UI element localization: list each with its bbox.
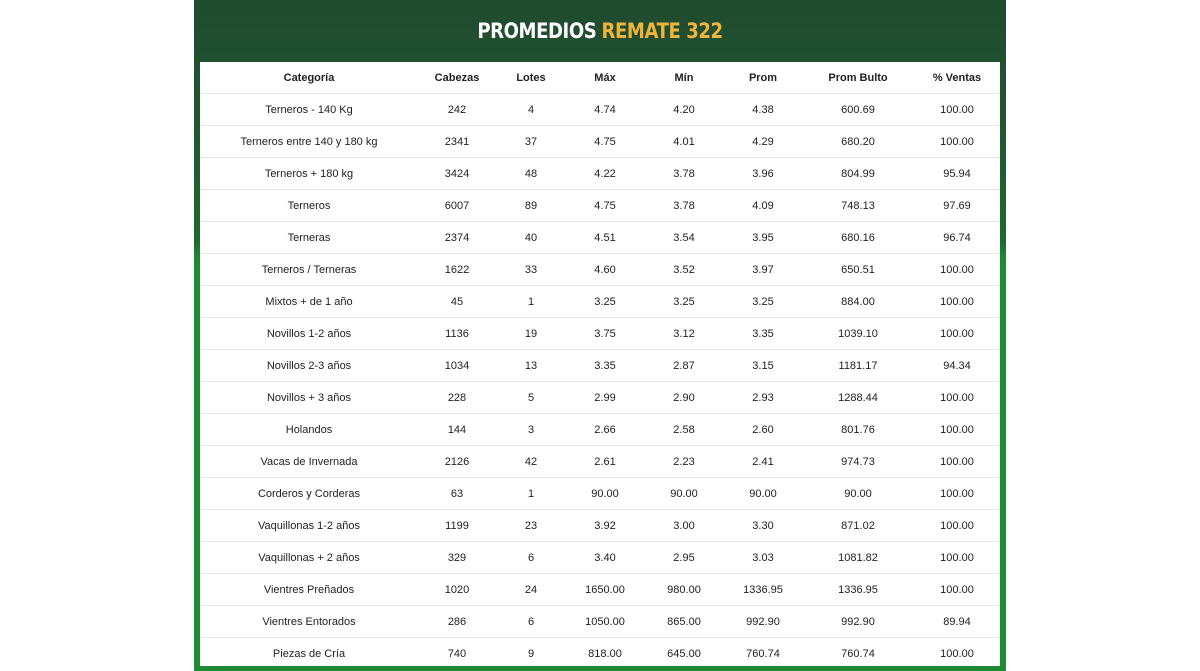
min-cell: 865.00 (644, 606, 724, 638)
prom-cell: 1336.95 (724, 574, 802, 606)
column-header-min: Mín (644, 62, 724, 94)
prom-bulto-cell: 801.76 (802, 414, 914, 446)
table-row (200, 222, 1000, 254)
categoria-cell: Terneros (200, 190, 418, 222)
lotes-cell: 40 (496, 222, 566, 254)
cabezas-cell: 286 (418, 606, 496, 638)
cabezas-cell: 1020 (418, 574, 496, 606)
table-row (200, 638, 1000, 670)
cabezas-cell: 242 (418, 94, 496, 126)
max-cell: 4.75 (566, 190, 644, 222)
ventas-cell: 100.00 (940, 647, 974, 660)
prom-bulto-cell: 680.20 (802, 126, 914, 158)
prom-cell: 2.41 (724, 446, 802, 478)
prom-cell: 4.29 (724, 126, 802, 158)
min-cell: 2.90 (644, 382, 724, 414)
prom-cell: 760.74 (746, 647, 780, 660)
ventas-cell: 100.00 (914, 318, 1000, 350)
lotes-cell: 24 (496, 574, 566, 606)
cabezas-cell: 1034 (418, 350, 496, 382)
max-cell: 4.74 (566, 94, 644, 126)
cabezas-cell: 6007 (418, 190, 496, 222)
cabezas-cell: 228 (418, 382, 496, 414)
lotes-cell: 37 (496, 126, 566, 158)
min-cell: 2.87 (644, 350, 724, 382)
ventas-cell: 100.00 (914, 94, 1000, 126)
prom-bulto-cell: 1336.95 (802, 574, 914, 606)
max-cell: 3.40 (566, 542, 644, 574)
table-row (200, 574, 1000, 606)
table-row (200, 350, 1000, 382)
table-row (200, 286, 1000, 318)
ventas-cell: 100.00 (914, 478, 1000, 510)
cabezas-cell: 1622 (418, 254, 496, 286)
table-row (200, 510, 1000, 542)
table-row (200, 126, 1000, 158)
max-cell: 3.75 (566, 318, 644, 350)
lotes-cell: 23 (496, 510, 566, 542)
prom-bulto-cell: 748.13 (802, 190, 914, 222)
prom-cell: 2.60 (724, 414, 802, 446)
prom-bulto-cell: 90.00 (802, 478, 914, 510)
table-body (200, 94, 1000, 670)
column-header-lotes: Lotes (496, 62, 566, 94)
averages-table-container (200, 62, 1000, 666)
max-cell: 4.51 (566, 222, 644, 254)
ventas-cell: 100.00 (914, 510, 1000, 542)
lotes-cell: 9 (527, 647, 535, 660)
categoria-cell: Vientres Preñados (200, 574, 418, 606)
categoria-cell: Corderos y Corderas (200, 478, 418, 510)
min-cell: 3.54 (644, 222, 724, 254)
prom-bulto-cell: 600.69 (802, 94, 914, 126)
categoria-cell: Novillos + 3 años (200, 382, 418, 414)
min-cell: 4.01 (644, 126, 724, 158)
prom-bulto-cell: 974.73 (802, 446, 914, 478)
categoria-cell: Vaquillonas 1-2 años (200, 510, 418, 542)
prom-bulto-cell: 992.90 (802, 606, 914, 638)
column-header-ventas: % Ventas (914, 62, 1000, 94)
table-row (200, 254, 1000, 286)
lotes-cell: 3 (496, 414, 566, 446)
max-cell: 3.92 (566, 510, 644, 542)
cabezas-cell: 329 (418, 542, 496, 574)
prom-bulto-cell: 871.02 (802, 510, 914, 542)
min-cell: 2.95 (644, 542, 724, 574)
cabezas-cell: 2341 (418, 126, 496, 158)
categoria-cell: Vacas de Invernada (200, 446, 418, 478)
column-header-cabezas: Cabezas (418, 62, 496, 94)
prom-cell: 90.00 (724, 478, 802, 510)
table-row (200, 382, 1000, 414)
categoria-cell: Mixtos + de 1 año (200, 286, 418, 318)
max-cell: 2.61 (566, 446, 644, 478)
prom-cell: 3.96 (724, 158, 802, 190)
categoria-cell: Vientres Entorados (200, 606, 418, 638)
max-cell: 4.75 (566, 126, 644, 158)
min-cell: 3.52 (644, 254, 724, 286)
lotes-cell: 42 (496, 446, 566, 478)
categoria-cell: Novillos 2-3 años (200, 350, 418, 382)
ventas-cell: 100.00 (914, 574, 1000, 606)
max-cell: 1650.00 (566, 574, 644, 606)
min-cell: 3.78 (644, 158, 724, 190)
ventas-cell: 100.00 (914, 542, 1000, 574)
min-cell: 980.00 (644, 574, 724, 606)
cabezas-cell: 63 (418, 478, 496, 510)
cabezas-cell: 3424 (418, 158, 496, 190)
column-header-max: Máx (566, 62, 644, 94)
lotes-cell: 13 (496, 350, 566, 382)
prom-bulto-cell: 650.51 (802, 254, 914, 286)
categoria-cell: Terneros - 140 Kg (200, 94, 418, 126)
prom-cell: 2.93 (724, 382, 802, 414)
lotes-cell: 1 (496, 286, 566, 318)
ventas-cell: 89.94 (914, 606, 1000, 638)
prom-cell: 3.03 (724, 542, 802, 574)
lotes-cell: 89 (496, 190, 566, 222)
cabezas-cell: 2374 (418, 222, 496, 254)
cabezas-cell: 2126 (418, 446, 496, 478)
prom-cell: 3.35 (724, 318, 802, 350)
prom-cell: 3.15 (724, 350, 802, 382)
column-header-prom-bulto: Prom Bulto (802, 62, 914, 94)
lotes-cell: 6 (496, 606, 566, 638)
cabezas-cell: 144 (418, 414, 496, 446)
table-row (200, 190, 1000, 222)
min-cell: 2.58 (644, 414, 724, 446)
table-row (200, 318, 1000, 350)
max-cell: 90.00 (566, 478, 644, 510)
ventas-cell: 100.00 (914, 286, 1000, 318)
categoria-cell: Vaquillonas + 2 años (200, 542, 418, 574)
categoria-cell: Terneras (200, 222, 418, 254)
prom-bulto-cell: 804.99 (802, 158, 914, 190)
categoria-cell: Novillos 1-2 años (200, 318, 418, 350)
lotes-cell: 19 (496, 318, 566, 350)
categoria-cell: Piezas de Cría (272, 647, 346, 660)
results-panel (194, 0, 1006, 671)
prom-bulto-cell: 1181.17 (802, 350, 914, 382)
prom-bulto-cell: 1039.10 (802, 318, 914, 350)
lotes-cell: 1 (496, 478, 566, 510)
title-prefix: PROMEDIOS (477, 19, 597, 43)
prom-cell: 3.25 (724, 286, 802, 318)
min-cell: 2.23 (644, 446, 724, 478)
table-header-row (200, 62, 1000, 94)
ventas-cell: 97.69 (914, 190, 1000, 222)
max-cell: 818.00 (588, 647, 622, 660)
max-cell: 4.22 (566, 158, 644, 190)
max-cell: 2.99 (566, 382, 644, 414)
lotes-cell: 33 (496, 254, 566, 286)
table-row (200, 414, 1000, 446)
cabezas-cell: 740 (447, 647, 467, 660)
prom-cell: 4.38 (724, 94, 802, 126)
prom-bulto-cell: 1288.44 (802, 382, 914, 414)
min-cell: 4.20 (644, 94, 724, 126)
ventas-cell: 100.00 (914, 446, 1000, 478)
table-row (200, 478, 1000, 510)
categoria-cell: Terneros + 180 kg (200, 158, 418, 190)
min-cell: 90.00 (644, 478, 724, 510)
table-row (200, 606, 1000, 638)
categoria-cell: Terneros / Terneras (200, 254, 418, 286)
averages-table (200, 62, 1000, 669)
table-row (200, 158, 1000, 190)
prom-cell: 3.97 (724, 254, 802, 286)
prom-cell: 4.09 (724, 190, 802, 222)
max-cell: 2.66 (566, 414, 644, 446)
prom-cell: 3.95 (724, 222, 802, 254)
cabezas-cell: 1199 (418, 510, 496, 542)
lotes-cell: 6 (496, 542, 566, 574)
categoria-cell: Holandos (200, 414, 418, 446)
max-cell: 4.60 (566, 254, 644, 286)
page-title (251, 0, 949, 62)
ventas-cell: 100.00 (914, 382, 1000, 414)
column-header-categoria: Categoría (200, 62, 418, 94)
prom-cell: 992.90 (724, 606, 802, 638)
min-cell: 3.00 (644, 510, 724, 542)
min-cell: 3.78 (644, 190, 724, 222)
lotes-cell: 5 (496, 382, 566, 414)
prom-bulto-cell: 680.16 (802, 222, 914, 254)
ventas-cell: 94.34 (914, 350, 1000, 382)
cabezas-cell: 1136 (418, 318, 496, 350)
ventas-cell: 100.00 (914, 126, 1000, 158)
min-cell: 645.00 (667, 647, 701, 660)
ventas-cell: 95.94 (914, 158, 1000, 190)
lotes-cell: 4 (496, 94, 566, 126)
max-cell: 1050.00 (566, 606, 644, 638)
ventas-cell: 100.00 (914, 254, 1000, 286)
prom-cell: 3.30 (724, 510, 802, 542)
prom-bulto-cell: 884.00 (802, 286, 914, 318)
min-cell: 3.25 (644, 286, 724, 318)
ventas-cell: 96.74 (914, 222, 1000, 254)
max-cell: 3.25 (566, 286, 644, 318)
table-row (200, 94, 1000, 126)
title-auction-number: REMATE 322 (601, 19, 723, 43)
cabezas-cell: 45 (418, 286, 496, 318)
table-row (200, 446, 1000, 478)
ventas-cell: 100.00 (914, 414, 1000, 446)
lotes-cell: 48 (496, 158, 566, 190)
max-cell: 3.35 (566, 350, 644, 382)
prom-bulto-cell: 1081.82 (802, 542, 914, 574)
column-header-prom: Prom (724, 62, 802, 94)
table-row (200, 542, 1000, 574)
categoria-cell: Terneros entre 140 y 180 kg (200, 126, 418, 158)
prom-bulto-cell: 760.74 (841, 647, 875, 660)
min-cell: 3.12 (644, 318, 724, 350)
